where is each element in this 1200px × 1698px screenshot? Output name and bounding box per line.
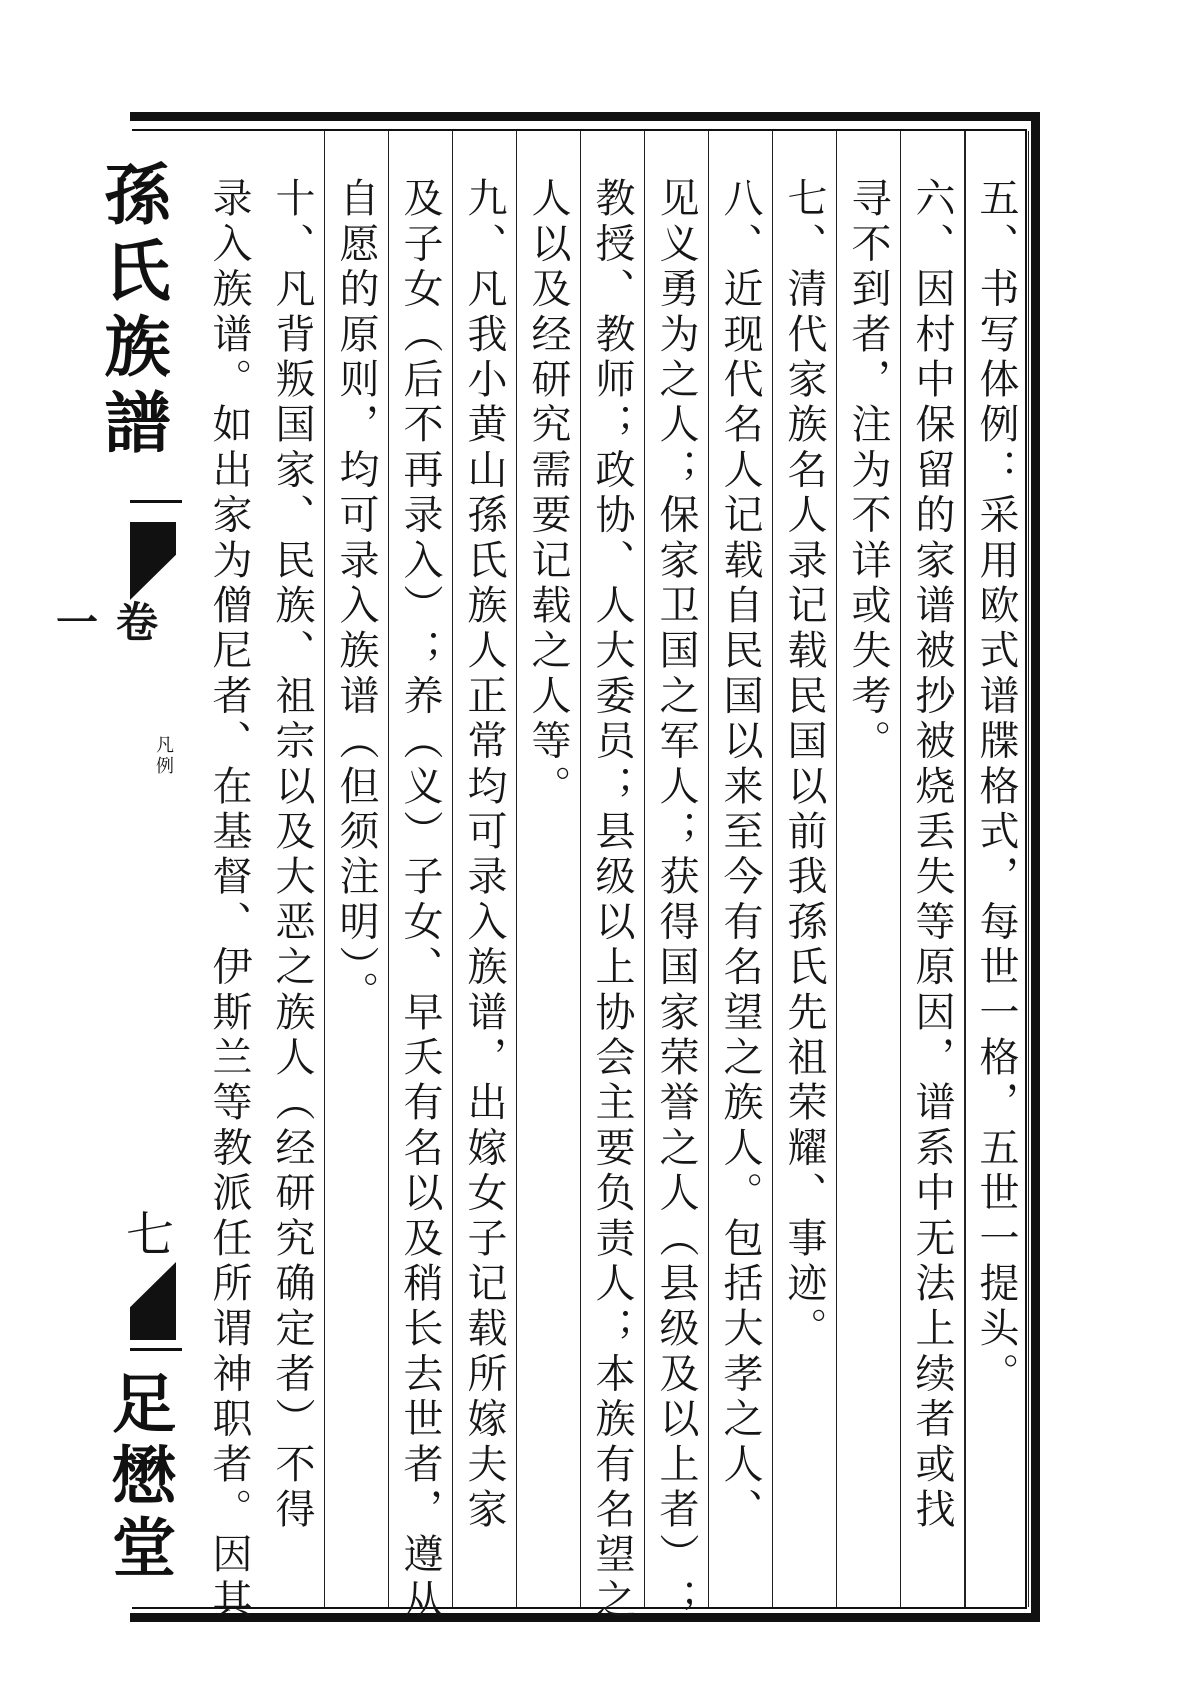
column-text: 十、凡背叛国家、民族、祖宗以及大恶之族人（经研究确定者）不得: [269, 177, 315, 1533]
text-column-9: [453, 131, 517, 1607]
volume-label: 卷一: [50, 600, 159, 642]
text-column-5: [709, 131, 773, 1607]
column-text: 九、凡我小黄山孫氏族人正常均可录入族谱，出嫁女子记载所嫁夫家: [461, 177, 507, 1533]
banxin-rule-bottom: [130, 1348, 182, 1351]
text-column-2: [901, 131, 965, 1607]
section-label: 凡例: [153, 735, 174, 777]
text-column-7: [581, 131, 645, 1624]
hall-name: 足懋堂: [101, 1370, 176, 1586]
genealogy-title: 孫氏族譜: [93, 160, 171, 464]
text-column-10: [389, 131, 453, 1624]
text-column-4: [773, 131, 837, 1607]
banxin-rule-top: [130, 500, 182, 503]
column-text: 八、近现代名人记载自民国以来至今有名望之族人。包括大孝之人、: [717, 177, 763, 1533]
text-column-11: [325, 131, 389, 1607]
column-text: 自愿的原则，均可录入族谱（但须注明）。: [333, 177, 379, 1016]
column-text: 见义勇为之人；保家卫国之军人；获得国家荣誉之人（县级及以上者）；: [653, 177, 699, 1624]
column-text: 五、书写体例：采用欧式谱牒格式，每世一格，五世一提头。: [973, 177, 1019, 1398]
column-text: 录入族谱。如出家为僧尼者、在基督、伊斯兰等教派任所谓神职者。因其: [206, 177, 252, 1624]
text-column-13: [197, 131, 261, 1624]
text-column-3: [837, 131, 901, 1607]
column-text: 教授、教师；政协、人大委员；县级以上协会主要负责人；本族有名望之: [589, 177, 635, 1624]
text-column-6: [645, 131, 709, 1624]
text-column-1: [965, 131, 1029, 1607]
column-text: 寻不到者，注为不详或失考。: [845, 177, 891, 765]
column-text: 人以及经研究需要记载之人等。: [525, 177, 571, 810]
page-number: 七: [126, 1207, 175, 1263]
text-column-12: [261, 131, 325, 1607]
column-text: 六、因村中保留的家谱被抄被烧丢失等原因，谱系中无法上续者或找: [909, 177, 955, 1533]
column-text: 七、清代家族名人录记载民国以前我孫氏先祖荣耀、事迹。: [781, 177, 827, 1353]
column-text: 及子女（后不再录入）；养（义）子女、早夭有名以及稍长去世者，遵从: [397, 177, 443, 1624]
text-column-8: [517, 131, 581, 1607]
